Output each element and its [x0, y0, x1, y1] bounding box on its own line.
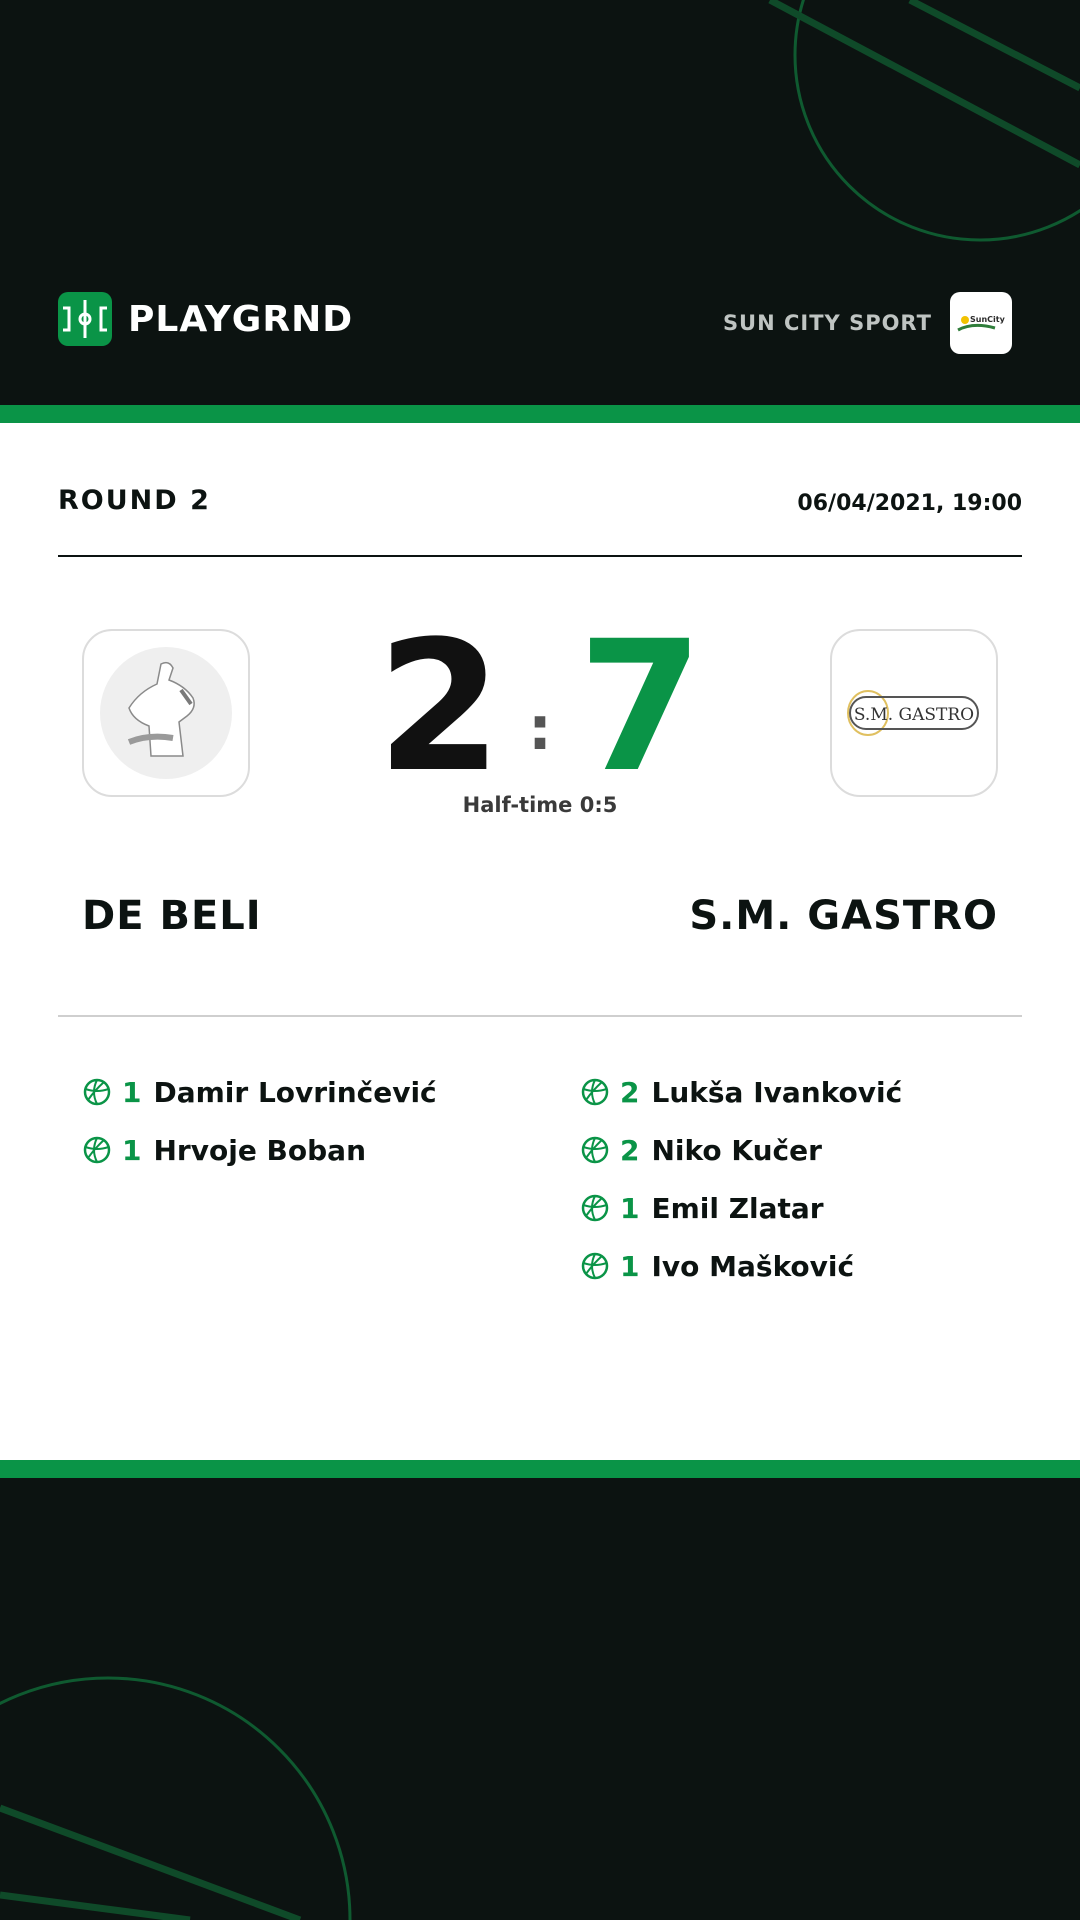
goal-count: 1 [620, 1191, 640, 1225]
away-team-name: S.M. GASTRO [689, 893, 998, 939]
svg-text:S.M. GASTRO: S.M. GASTRO [853, 705, 975, 725]
sponsor-logo [950, 292, 1012, 354]
ball-icon [580, 1251, 610, 1281]
sponsor-name: SUN CITY SPORT [722, 311, 932, 335]
score-separator: : [528, 694, 552, 764]
ball-icon [580, 1135, 610, 1165]
away-scorers [580, 1063, 902, 1295]
brand [58, 292, 353, 346]
sponsor [723, 292, 1012, 354]
ball-icon [82, 1077, 112, 1107]
goal-count: 1 [620, 1249, 640, 1283]
home-team-name: DE BELI [82, 893, 262, 939]
halftime-score: Half-time 0:5 [462, 793, 618, 817]
accent-bar-bottom [0, 1460, 1080, 1478]
scorer-name: Damir Lovrinčević [153, 1075, 437, 1109]
goal-count: 1 [122, 1075, 142, 1109]
home-score: 2 [376, 603, 502, 812]
scorer-row [580, 1179, 902, 1237]
brand-name: PLAYGRND [128, 298, 354, 340]
match-datetime: 06/04/2021, 19:00 [797, 491, 1022, 516]
goal-count: 2 [620, 1075, 640, 1109]
ball-icon [580, 1193, 610, 1223]
accent-bar-top [0, 405, 1080, 423]
pitch-icon [58, 292, 112, 346]
match-card [0, 423, 1080, 1460]
scorer-row [82, 1063, 437, 1121]
home-scorers [82, 1063, 437, 1179]
scorer-row [82, 1121, 437, 1179]
scorer-name: Ivo Mašković [651, 1249, 855, 1283]
ball-icon [82, 1135, 112, 1165]
ball-icon [580, 1077, 610, 1107]
header [0, 0, 1080, 405]
away-score: 7 [578, 603, 704, 812]
divider [58, 1015, 1022, 1017]
scorer-name: Emil Zlatar [651, 1191, 824, 1225]
scorer-name: Hrvoje Boban [153, 1133, 366, 1167]
scorer-row [580, 1063, 902, 1121]
scorer-row [580, 1237, 902, 1295]
goal-count: 2 [620, 1133, 640, 1167]
round-label: ROUND 2 [58, 485, 211, 516]
svg-text:SunCity: SunCity [970, 315, 1005, 324]
goal-count: 1 [122, 1133, 142, 1167]
scorer-row [580, 1121, 902, 1179]
scorer-name: Lukša Ivanković [651, 1075, 903, 1109]
scorer-name: Niko Kučer [651, 1133, 822, 1167]
divider [58, 555, 1022, 557]
